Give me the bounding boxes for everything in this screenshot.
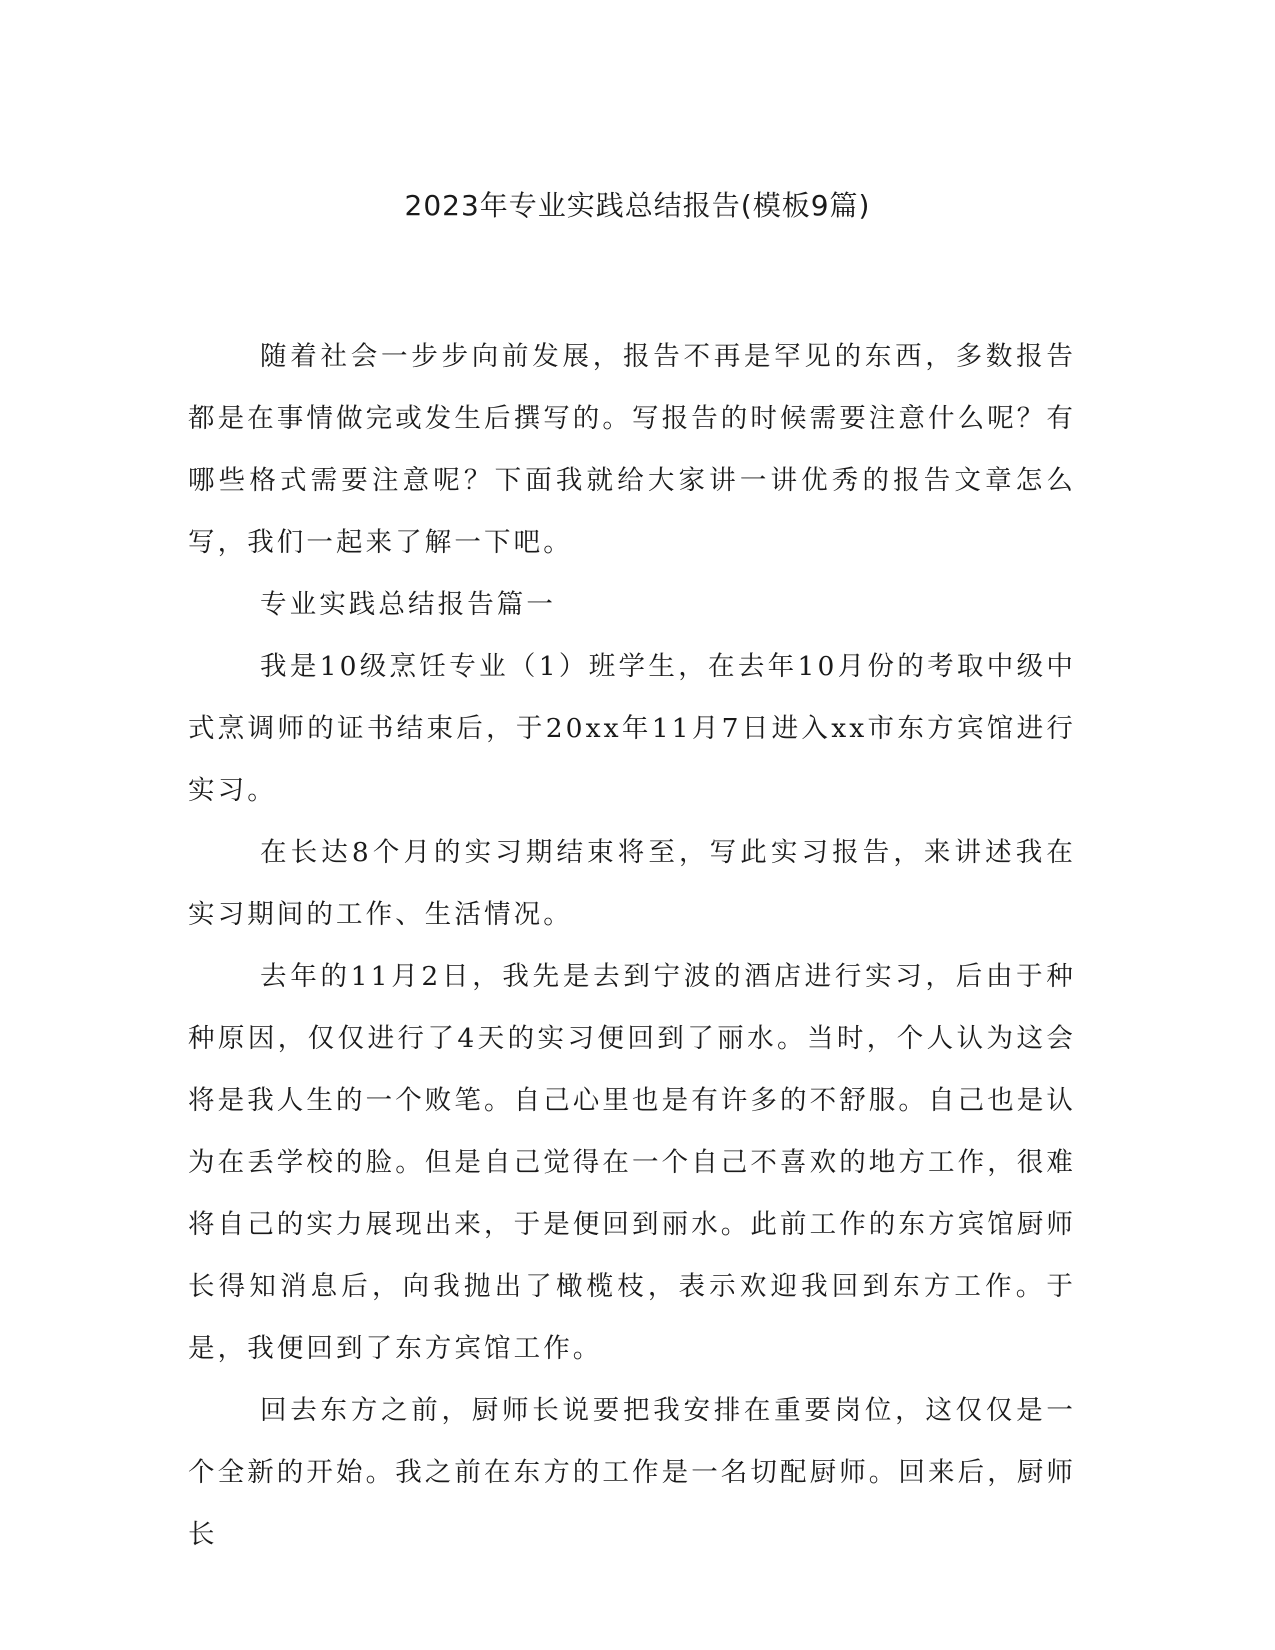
body-paragraph: 在长达8个月的实习期结束将至，写此实习报告，来讲述我在实习期间的工作、生活情况。 <box>188 837 1076 930</box>
intro-paragraph: 随着社会一步步向前发展，报告不再是罕见的东西，多数报告都是在事情做完或发生后撰写的。写报告的时候需要注意什么呢？有哪些格式需要注意呢？下面我就给大家讲一讲优秀的报告文章怎么写，我们一起来了解一下吧。 <box>188 341 1076 558</box>
document-title: 2023年专业实践总结报告(模板9篇) <box>404 189 871 222</box>
body-paragraph: 回去东方之前，厨师长说要把我安排在重要岗位，这仅仅是一个全新的开始。我之前在东方的工作是一名切配厨师。回来后，厨师长 <box>188 1395 1076 1550</box>
section-heading: 专业实践总结报告篇一 <box>260 589 556 620</box>
body-paragraph: 去年的11月2日，我先是去到宁波的酒店进行实习，后由于种种原因，仅仅进行了4天的实习便回到了丽水。当时，个人认为这会将是我人生的一个败笔。自己心里也是有许多的不舒服。自己也是认为在丢学校的脸。但是自己觉得在一个自己不喜欢的地方工作，很难将自己的实力展现出来，于是便回到丽水。此前工作的东方宾馆厨师长得知消息后，向我抛出了橄榄枝，表示欢迎我回到东方工作。于是，我便回到了东方宾馆工作。 <box>188 961 1077 1364</box>
document-body <box>188 326 1076 1566</box>
body-paragraph: 我是10级烹饪专业（1）班学生，在去年10月份的考取中级中式烹调师的证书结束后，于20xx年11月7日进入xx市东方宾馆进行实习。 <box>188 651 1076 806</box>
